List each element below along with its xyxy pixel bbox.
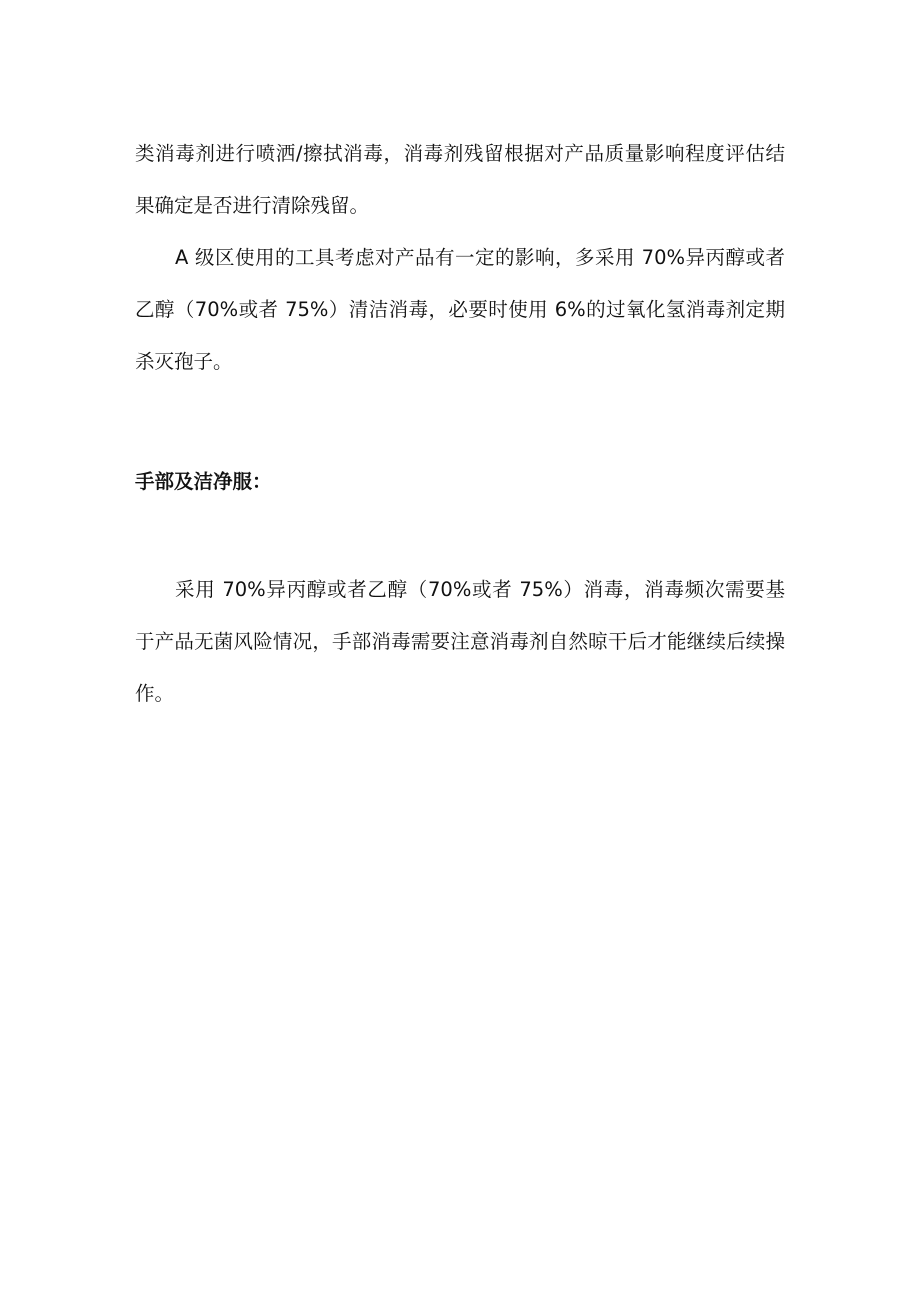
document-body	[135, 128, 785, 720]
spacer	[135, 388, 785, 456]
paragraph-grade-a-tools: A 级区使用的工具考虑对产品有一定的影响，多采用 70%异丙醇或者乙醇（70%或者 75%）清洁消毒，必要时使用 6%的过氧化氢消毒剂定期杀灭孢子。	[135, 246, 785, 373]
section-heading-hands-clothing: 手部及洁净服：	[135, 470, 272, 493]
spacer	[135, 508, 785, 564]
paragraph-hand-disinfection: 采用 70%异丙醇或者乙醇（70%或者 75%）消毒，消毒频次需要基于产品无菌风险情况，手部消毒需要注意消毒剂自然晾干后才能继续后续操作。	[135, 578, 785, 705]
paragraph-residue: 类消毒剂进行喷洒/擦拭消毒，消毒剂残留根据对产品质量影响程度评估结果确定是否进行清除残留。	[135, 142, 785, 217]
